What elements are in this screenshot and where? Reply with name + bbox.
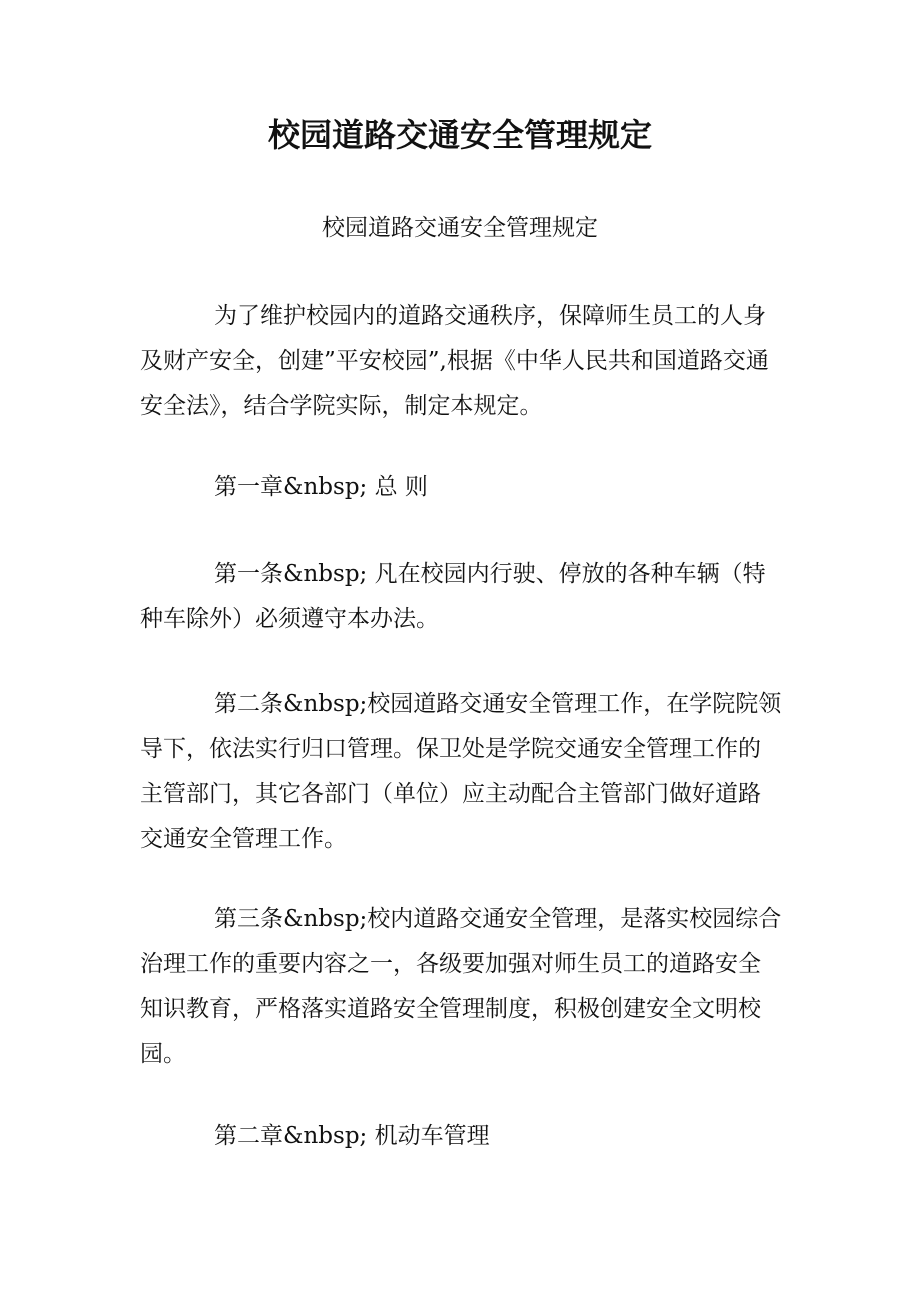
- intro-paragraph: 为了维护校园内的道路交通秩序，保障师生员工的人身及财产安全，创建”平安校园”,根据《中华人民共和国道路交通安全法》，结合学院实际，制定本规定。: [140, 303, 769, 419]
- article-2-paragraph: 第二条&nbsp;校园道路交通安全管理工作，在学院院领导下，依法实行归口管理。保卫处是学院交通安全管理工作的主管部门，其它各部门（单位）应主动配合主管部门做好道路交通安全管理工作。: [140, 691, 782, 852]
- document-subtitle: 校园道路交通安全管理规定: [322, 215, 598, 241]
- chapter-1-heading: 第一章&nbsp; 总 则: [214, 474, 428, 500]
- article-3-paragraph: 第三条&nbsp;校内道路交通安全管理，是落实校园综合治理工作的重要内容之一，各级要加强对师生员工的道路安全知识教育，严格落实道路安全管理制度，积极创建安全文明校园。: [140, 906, 782, 1067]
- document-title: 校园道路交通安全管理规定: [267, 116, 652, 154]
- chapter-2-heading: 第二章&nbsp; 机动车管理: [214, 1123, 490, 1149]
- article-1-paragraph: 第一条&nbsp; 凡在校园内行驶、停放的各种车辆（特种车除外）必须遵守本办法。: [140, 561, 766, 632]
